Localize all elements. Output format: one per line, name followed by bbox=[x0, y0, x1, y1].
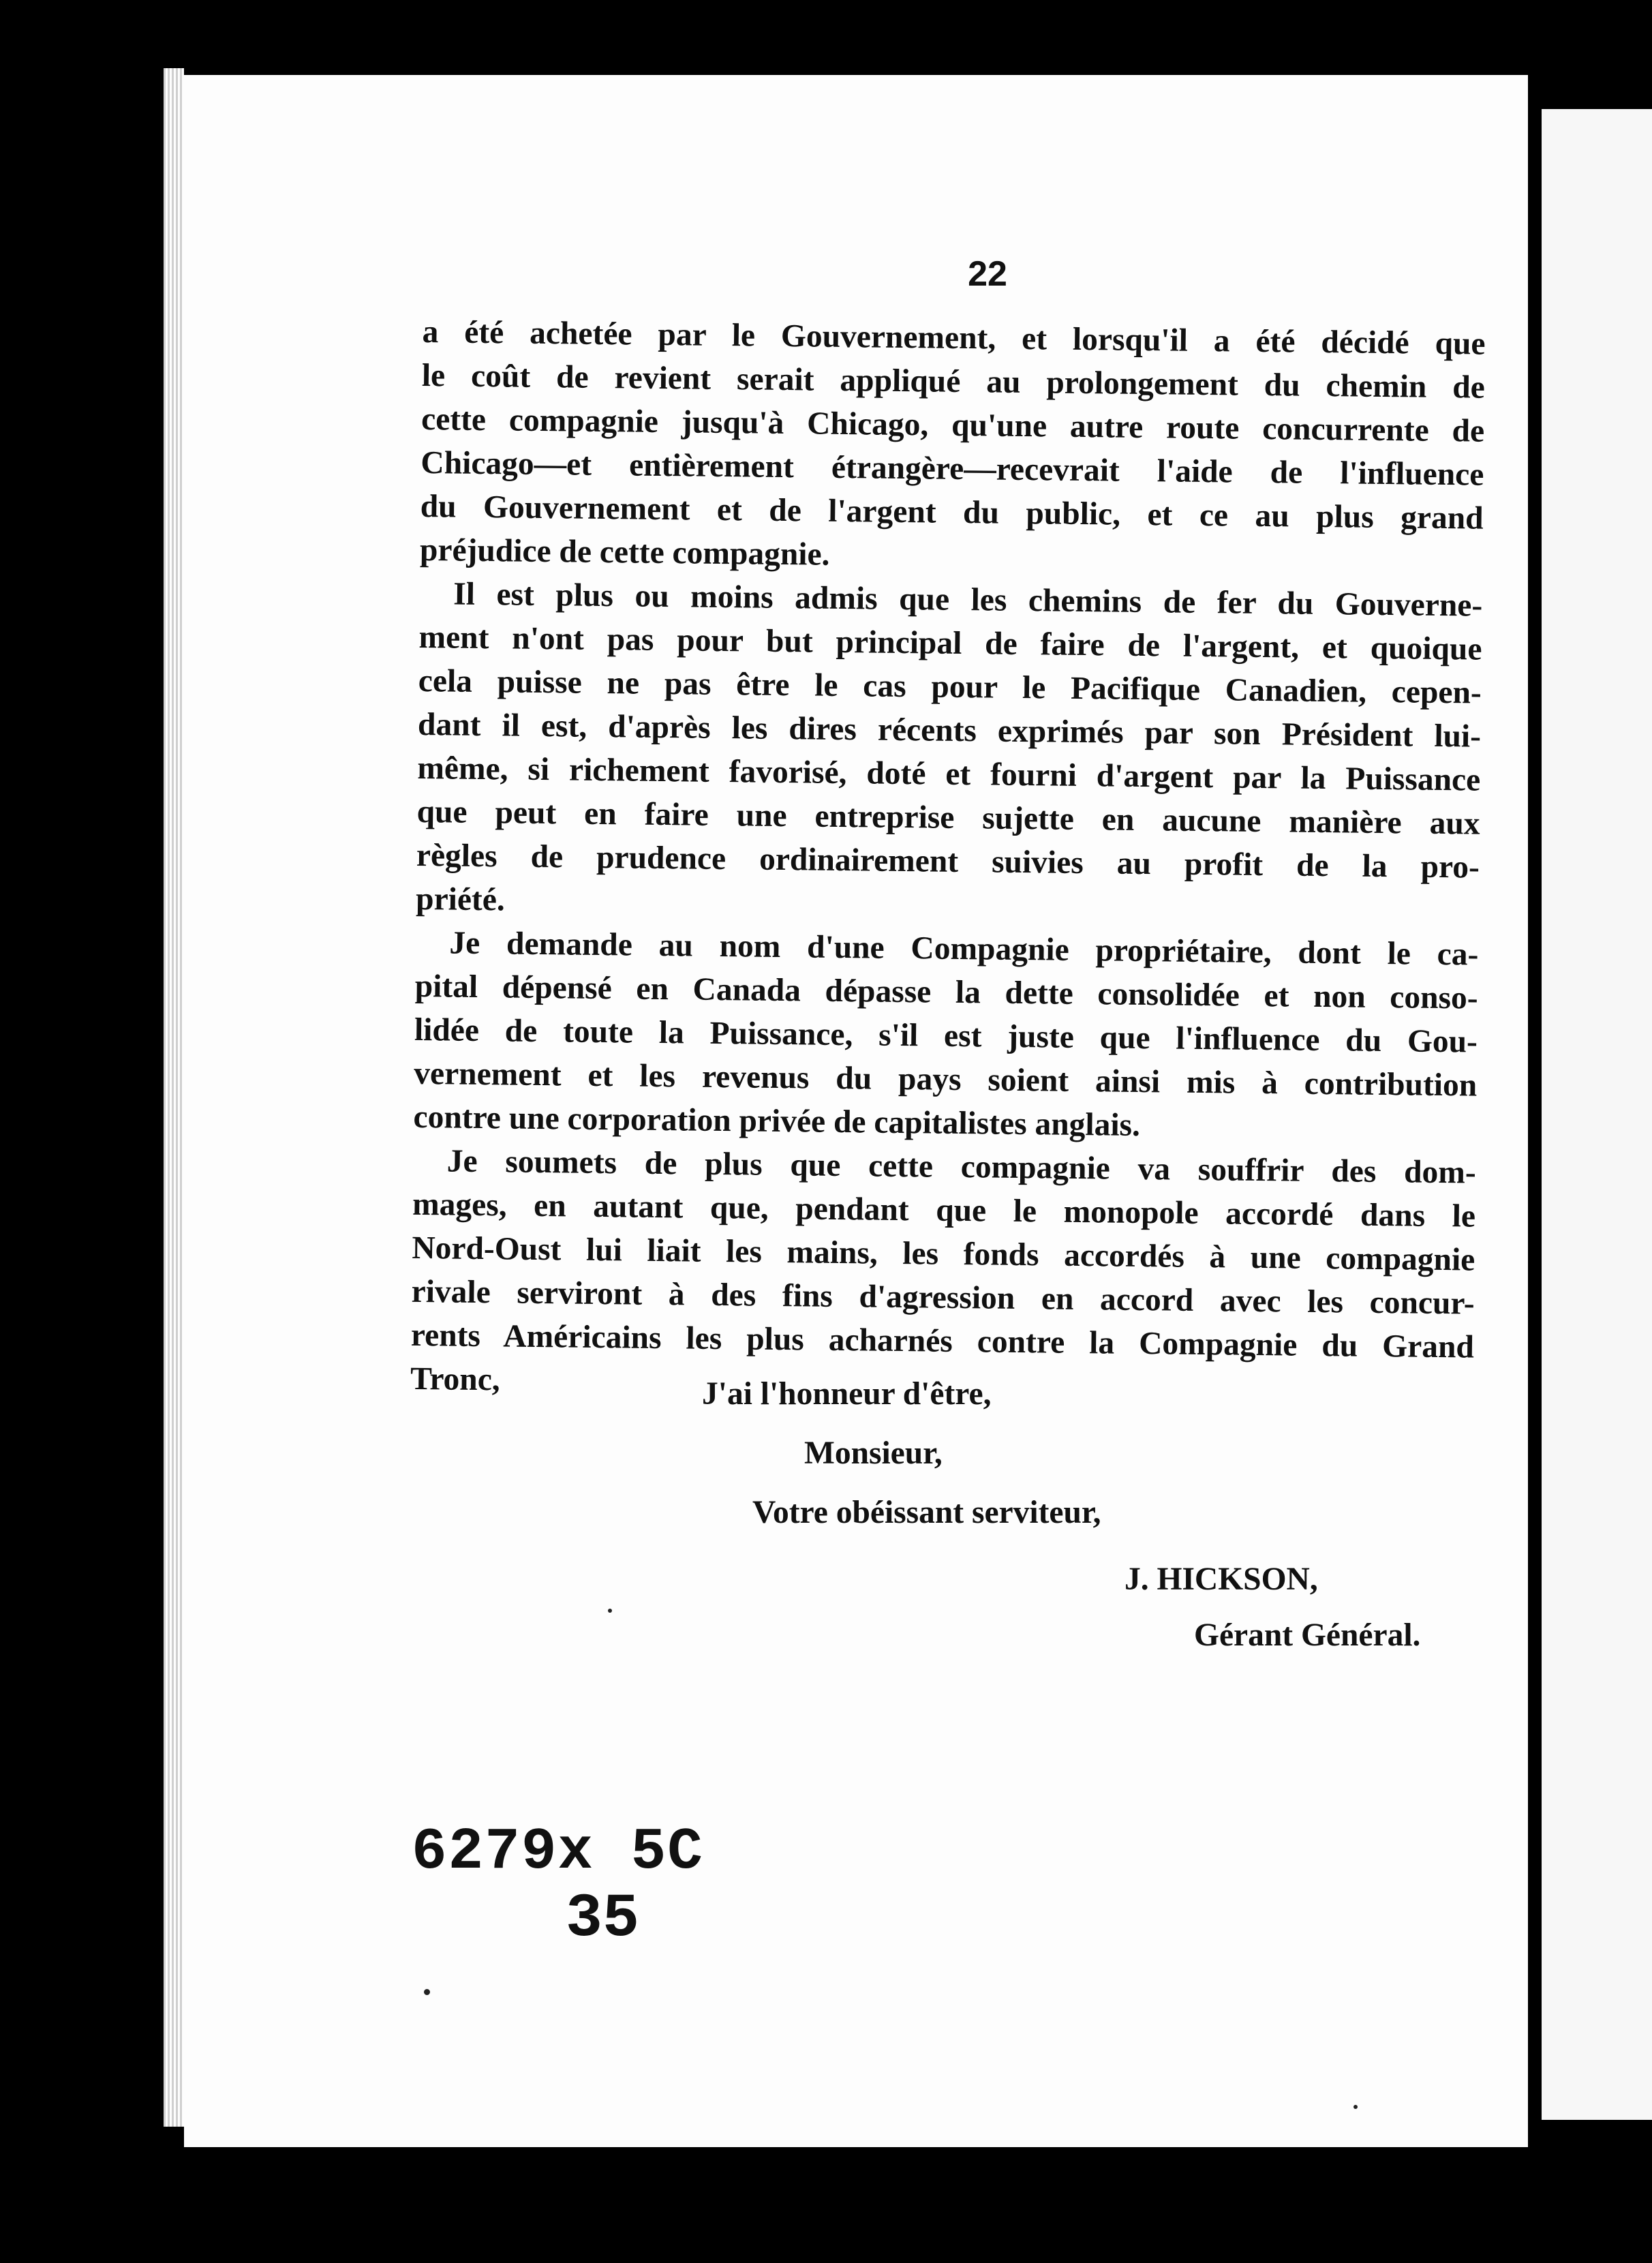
text-line: mages, en autant que, pendant que le monopole accordé dans le bbox=[412, 1186, 1476, 1234]
text-line: rents Américains les plus acharnés contre la Compagnie du Grand bbox=[410, 1317, 1475, 1365]
paragraph bbox=[410, 1139, 1476, 1413]
text-line: que peut en faire une entreprise sujette en aucune manière aux bbox=[416, 793, 1480, 842]
text-line: Je soumets de plus que cette compagnie va souffrir des dom- bbox=[446, 1143, 1477, 1191]
text-line: cette compagnie jusqu'à Chicago, qu'une autre route concurrente de bbox=[420, 401, 1485, 449]
text-line: du Gouvernement et de l'argent du public, et ce au plus grand bbox=[420, 488, 1484, 536]
text-line: Je demande au nom d'une Compagnie propriétaire, dont le ca- bbox=[449, 925, 1479, 973]
text-line: préjudice de cette compagnie. bbox=[419, 532, 830, 573]
paragraph bbox=[420, 310, 1486, 584]
text-line: cela puisse ne pas être le cas pour le Pacifique Canadien, cepen- bbox=[418, 663, 1482, 711]
body-text bbox=[410, 310, 1486, 1413]
archive-stamp-number: 6279x 5C bbox=[412, 1819, 704, 1885]
paragraph bbox=[416, 572, 1483, 933]
text-line: vernement et les revenus du pays soient ainsi mis à contribution bbox=[413, 1055, 1478, 1104]
text-line: a été achetée par le Gouvernement, et lorsqu'il a été décidé que bbox=[422, 314, 1486, 362]
page-number: 22 bbox=[968, 254, 1007, 294]
signature-title: Gérant Général. bbox=[1194, 1617, 1421, 1653]
text-line: pital dépensé en Canada dépasse la dette consolidée et non conso- bbox=[414, 968, 1478, 1016]
text-line: Il est plus ou moins admis que les chemins de fer du Gouverne- bbox=[453, 576, 1483, 624]
text-line: rivale serviront à des fins d'agression en accord avec les concur- bbox=[411, 1273, 1475, 1322]
text-line: Tronc, bbox=[410, 1361, 501, 1398]
facing-page-edge bbox=[1542, 109, 1652, 2120]
text-line: lidée de toute la Puissance, s'il est juste que l'influence du Gou- bbox=[414, 1012, 1478, 1060]
closing-honneur: J'ai l'honneur d'être, bbox=[702, 1376, 992, 1412]
archive-stamp-subnumber: 35 bbox=[566, 1885, 640, 1954]
paragraph bbox=[413, 921, 1479, 1151]
closing-serviteur: Votre obéissant serviteur, bbox=[752, 1495, 1101, 1530]
signature-name: J. HICKSON, bbox=[1125, 1562, 1318, 1597]
text-line: priété. bbox=[415, 881, 506, 918]
paper-speck bbox=[424, 1989, 430, 1995]
text-line: contre une corporation privée de capitalistes anglais. bbox=[413, 1099, 1141, 1144]
page-edge-stack bbox=[164, 68, 184, 2127]
text-line: dant il est, d'après les dires récents exprimés par son Président lui- bbox=[417, 706, 1482, 755]
text-line: le coût de revient serait appliqué au prolongement du chemin de bbox=[421, 357, 1486, 406]
text-line: Nord-Oust lui liait les mains, les fonds accordés à une compagnie bbox=[412, 1230, 1475, 1278]
text-line: même, si richement favorisé, doté et fourni d'argent par la Puissance bbox=[417, 750, 1481, 798]
text-line: Chicago—et entièrement étrangère—recevrait l'aide de l'influence bbox=[420, 444, 1484, 493]
text-line: règles de prudence ordinairement suivies au profit de la pro- bbox=[416, 837, 1480, 885]
paper-speck bbox=[1353, 2105, 1358, 2109]
paper-speck bbox=[608, 1609, 612, 1613]
text-line: ment n'ont pas pour but principal de faire de l'argent, et quoique bbox=[418, 619, 1482, 667]
closing-salutation: Monsieur, bbox=[804, 1436, 943, 1471]
